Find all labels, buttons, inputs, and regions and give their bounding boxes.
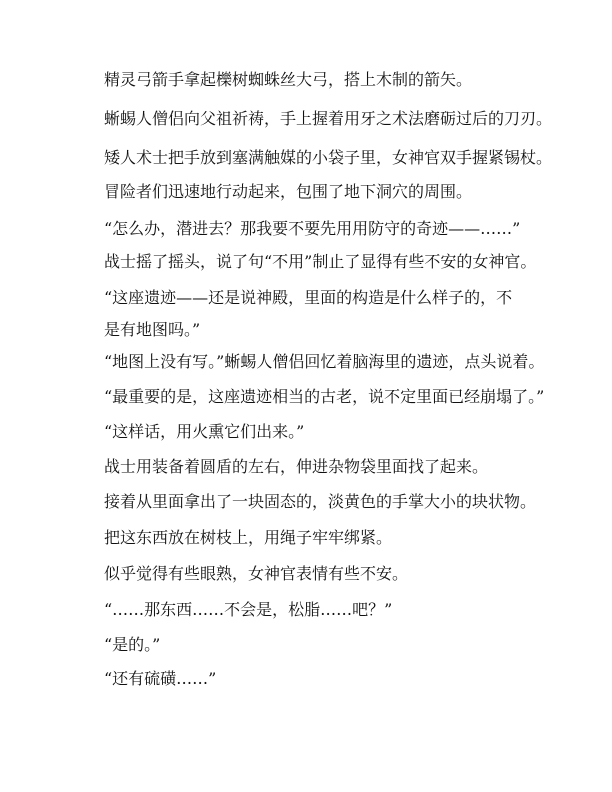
paragraph-1: 精灵弓箭手拿起櫟树蜘蛛丝大弓，搭上木制的箭矢。 (104, 70, 473, 89)
paragraph-15: “……那东西……不会是，松脂……吧？” (104, 600, 393, 619)
paragraph-2: 蜥蜴人僧侣向父祖祈祷，手上握着用牙之术法磨砺过后的刀刃。 (104, 109, 553, 128)
paragraph-9: “最重要的是，这座遗迹相当的古老，说不定里面已经崩塌了。” (104, 387, 545, 406)
paragraph-3: 矮人术士把手放到塞满触媒的小袋子里，女神官双手握紧锡杖。 (104, 148, 553, 167)
paragraph-16: “是的。” (104, 635, 161, 654)
paragraph-7: “这座遗迹——还是说神殿，里面的构造是什么样子的，不是有地图吗。” (104, 288, 513, 339)
paragraph-12: 接着从里面拿出了一块固态的，淡黄色的手掌大小的块状物。 (104, 492, 537, 511)
paragraph-13: 把这东西放在树枝上，用绳子牢牢绑紧。 (104, 528, 393, 547)
paragraph-5: “怎么办，潜进去？那我要不要先用用防守的奇迹——……” (104, 219, 521, 238)
paragraph-6: 战士摇了摇头，说了句“不用”制止了显得有些不安的女神官。 (104, 252, 537, 271)
paragraph-11: 战士用装备着圆盾的左右，伸进杂物袋里面找了起来。 (104, 457, 489, 476)
paragraph-14: 似乎觉得有些眼熟，女神官表情有些不安。 (104, 564, 409, 583)
paragraph-8: “地图上没有写。”蜥蜴人僧侣回忆着脑海里的遗迹，点头说着。 (104, 352, 545, 371)
paragraph-4: 冒险者们迅速地行动起来，包围了地下洞穴的周围。 (104, 182, 473, 201)
paragraph-17: “还有硫磺……” (104, 669, 217, 688)
paragraph-10: “这样话，用火熏它们出来。” (104, 422, 305, 441)
